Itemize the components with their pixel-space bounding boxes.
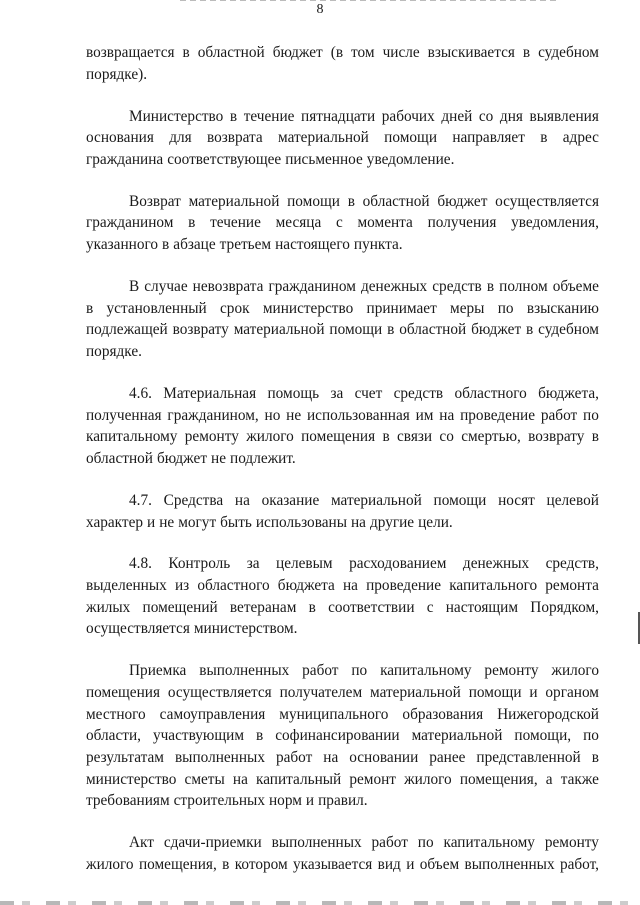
paragraph <box>86 383 599 470</box>
paragraph <box>86 276 599 363</box>
text-line: Акт сдачи-приемки выполненных работ по капитальному ремонту <box>129 834 599 852</box>
text-line: Приемка выполненных работ по капитальному ремонту жилого <box>129 662 599 680</box>
paragraph <box>86 106 599 171</box>
page-number: 8 <box>316 2 324 17</box>
text-line: выделенных из областного бюджета на проведение капитального ремонта <box>86 577 599 595</box>
text-line: жилого помещения, в котором указывается вид и объем выполненных работ, <box>86 856 599 873</box>
text-line: результатам выполненных работ на основании ранее представленной в <box>86 749 599 767</box>
scan-artifact-bottom <box>0 901 640 905</box>
text-line: гражданина соответствующее письменное уведомление. <box>86 150 455 168</box>
paragraph <box>86 660 599 812</box>
text-line: 4.8. Контроль за целевым расходованием денежных средств, <box>129 555 599 573</box>
text-line: области, участвующим в софинансировании материальной помощи, по <box>86 727 599 745</box>
text-line: Возврат материальной помощи в областной бюджет осуществляется <box>129 192 599 210</box>
document-body <box>86 42 599 896</box>
text-line: местного самоуправления муниципального образования Нижегородской <box>86 705 599 723</box>
text-line: помещения осуществляется получателем материальной помощи и органом <box>86 684 599 702</box>
text-line: 4.6. Материальная помощь за счет средств областного бюджета, <box>129 384 599 402</box>
paragraph <box>86 191 599 256</box>
text-line: полученная гражданином, но не использованная им на проведение работ по <box>86 406 599 424</box>
text-line: 4.7. Средства на оказание материальной помощи носят целевой <box>129 491 599 509</box>
scan-artifact-top <box>180 0 560 1</box>
text-line: В случае невозврата гражданином денежных средств в полном объеме <box>129 278 599 296</box>
text-line: указанного в абзаце третьем настоящего пункта. <box>86 236 403 254</box>
text-line: министерство сметы на капитальный ремонт жилого помещения, а также <box>86 770 599 788</box>
text-line: требованиям строительных норм и правил. <box>86 792 368 810</box>
text-line: капитальному ремонту жилого помещения в связи со смертью, возврату в <box>86 428 599 446</box>
text-line: возвращается в областной бюджет (в том числе взыскивается в судебном <box>86 44 599 61</box>
text-line: порядке). <box>86 65 148 83</box>
text-line: гражданином в течение месяца с момента получения уведомления, <box>86 214 599 232</box>
text-line: характер и не могут быть использованы на другие цели. <box>86 513 453 531</box>
text-line: подлежащей возврату материальной помощи в областной бюджет в судебном <box>86 321 599 339</box>
text-line: в установленный срок министерство принимает меры по взысканию <box>86 299 599 317</box>
text-line: Министерство в течение пятнадцати рабочих дней со дня выявления <box>129 107 599 125</box>
text-line: порядке. <box>86 343 142 361</box>
paragraph <box>86 553 599 640</box>
paragraph <box>86 42 599 85</box>
paragraph <box>86 832 599 875</box>
text-line: жилых помещений ветеранам в соответствии с настоящим Порядком, <box>86 598 599 616</box>
paragraph <box>86 490 599 533</box>
text-line: основания для возврата материальной помощи направляет в адрес <box>86 129 599 147</box>
text-line: осуществляется министерством. <box>86 620 298 638</box>
text-line: областной бюджет не подлежит. <box>86 450 296 467</box>
